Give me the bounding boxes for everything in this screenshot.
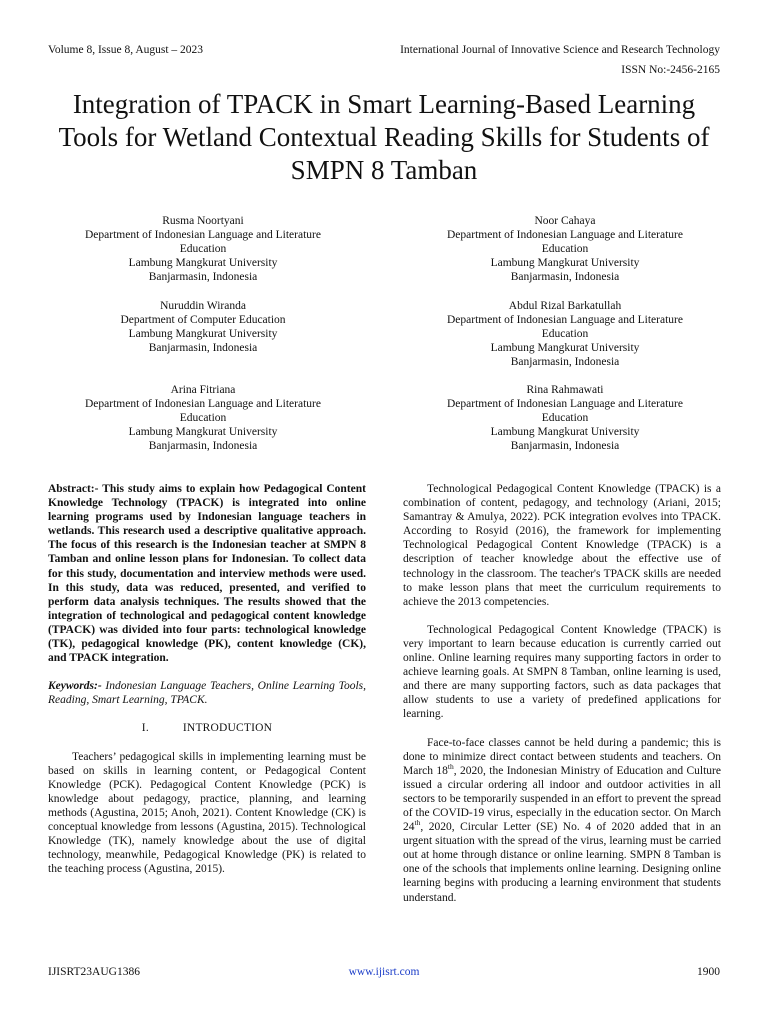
author-dept: Department of Indonesian Language and Literature	[447, 314, 683, 326]
footer-id: IJISRT23AUG1386	[48, 966, 140, 978]
author-dept-cont: Education	[541, 243, 589, 255]
intro-paragraph: Teachers’ pedagogical skills in implementing learning must be based on skills in learning content, or Pedagogical Content Knowledge (PCK). Pedagogical Content Knowledge (PCK) is knowledge about pedagogy, practice, planning, and learning methods (Agustina, 2015; Anoh, 2021). Content Knowledge (CK) is conceptual knowledge from lessons (Agustina, 2015). Technological Knowledge (TK), namely knowledge about the use of digital technology, meanwhile, Pedagogical Knowledge (PK) is related to the teaching process (Agustina, 2015).	[48, 750, 366, 876]
author-dept: Department of Indonesian Language and Literature	[447, 398, 683, 410]
author-dept-cont: Education	[179, 412, 227, 424]
header-journal: International Journal of Innovative Science and Research Technology	[400, 44, 720, 56]
text-run: , 2020, the Indonesian Ministry of Education and Culture issued a circular ordering all indoor and outdoor activities in all sectors to be temporarily suspended in an effort to prevent the spread of the COVID-19 virus, especially in the education sector. On March 24	[403, 764, 721, 834]
author-name: Rusma Noortyani	[162, 215, 244, 227]
author-dept: Department of Indonesian Language and Literature	[85, 398, 321, 410]
author-block	[38, 214, 368, 284]
author-dept: Department of Indonesian Language and Literature	[447, 229, 683, 241]
author-univ: Lambung Mangkurat University	[128, 328, 278, 340]
author-block	[38, 383, 368, 453]
author-block	[400, 383, 730, 453]
author-dept: Department of Computer Education	[120, 314, 286, 326]
author-dept-cont: Education	[541, 412, 589, 424]
author-univ: Lambung Mangkurat University	[490, 426, 640, 438]
superscript: th	[447, 761, 454, 771]
section-heading	[48, 721, 366, 735]
section-number: I.	[141, 722, 149, 735]
text-run: , 2020, Circular Letter (SE) No. 4 of 2020 added that in an urgent situation with the spread of the virus, learning must be carried out at home through distance or online learning. SMPN 8 Tamban is one of the schools that implements online learning. Designing online learning begins with producing a learning environment that students understand.	[403, 821, 721, 904]
author-univ: Lambung Mangkurat University	[128, 426, 278, 438]
section-title: INTRODUCTION	[182, 722, 273, 735]
author-univ: Lambung Mangkurat University	[490, 342, 640, 354]
paper-title: Integration of TPACK in Smart Learning-Based Learning Tools for Wetland Contextual Reading Skills for Students of SMPN 8 Tamban	[58, 89, 710, 185]
superscript: th	[414, 818, 421, 828]
author-city: Banjarmasin, Indonesia	[148, 271, 258, 283]
author-city: Banjarmasin, Indonesia	[148, 440, 258, 452]
header-issn: ISSN No:-2456-2165	[621, 64, 720, 76]
author-dept-cont: Education	[179, 243, 227, 255]
author-dept-cont: Education	[541, 328, 589, 340]
author-block	[400, 299, 730, 369]
body-paragraph	[403, 736, 721, 905]
author-city: Banjarmasin, Indonesia	[148, 342, 258, 354]
body-paragraph: Technological Pedagogical Content Knowledge (TPACK) is very important to learn because education is currently carried out online. Online learning requires many supporting factors in order to achieve learning goals. At SMPN 8 Tamban, online learning is used, and there are many supporting factors, such as data packages that allow students to use a variety of predefined applications for learning.	[403, 623, 721, 721]
body-paragraph: Technological Pedagogical Content Knowledge (TPACK) is a combination of content, pedagogy, and technology (Ariani, 2015; Samantray & Amulya, 2022). PCK integration evolves into TPACK. According to Rosyid (2016), the framework for implementing Technological Pedagogical Content Knowledge (TPACK) is a description of teacher knowledge about the effective use of technology in the classroom. The teacher's TPACK skills are needed to make lesson plans that meet the curriculum requirements to achieve the 2013 competencies.	[403, 483, 721, 608]
keywords-label: Keywords:-	[48, 680, 102, 693]
left-column	[48, 482, 366, 890]
author-name: Noor Cahaya	[534, 215, 596, 227]
author-name: Rina Rahmawati	[526, 384, 604, 396]
author-name: Arina Fitriana	[170, 384, 236, 396]
footer-link[interactable]: www.ijisrt.com	[348, 966, 420, 978]
author-name: Abdul Rizal Barkatullah	[508, 300, 622, 312]
right-column	[403, 482, 721, 919]
keywords-text: Indonesian Language Teachers, Online Learning Tools, Reading, Smart Learning, TPACK.	[48, 680, 366, 707]
author-city: Banjarmasin, Indonesia	[510, 440, 620, 452]
author-univ: Lambung Mangkurat University	[128, 257, 278, 269]
abstract: Abstract:- This study aims to explain how Pedagogical Content Knowledge Technology (TPACK) is integrated into online learning programs used by Indonesian language teachers in wetlands. This research used a descriptive qualitative approach. The focus of this research is the Indonesian teacher at SMPN 8 Tamban and online lesson plans for Indonesian. To collect data for this study, documentation and interview methods were used. In this study, data was reduced, presented, and verified to perform data analysis techniques. The results showed that the integration of technological and pedagogical content knowledge (TPACK) was divided into four parts: technological knowledge (TK), pedagogical knowledge (PK), content knowledge (CK), and TPACK integration.	[48, 483, 366, 665]
author-name: Nuruddin Wiranda	[160, 300, 246, 312]
page-number: 1900	[697, 966, 720, 978]
author-block	[400, 214, 730, 284]
author-city: Banjarmasin, Indonesia	[510, 356, 620, 368]
keywords	[48, 679, 366, 707]
author-univ: Lambung Mangkurat University	[490, 257, 640, 269]
text-run: Face-to-face classes cannot be held during a pandemic; this is done to minimize direct contact between students and teachers. On March 18	[403, 736, 721, 777]
header-volume: Volume 8, Issue 8, August – 2023	[48, 44, 204, 56]
author-city: Banjarmasin, Indonesia	[510, 271, 620, 283]
author-dept: Department of Indonesian Language and Literature	[85, 229, 321, 241]
author-block	[38, 299, 368, 355]
